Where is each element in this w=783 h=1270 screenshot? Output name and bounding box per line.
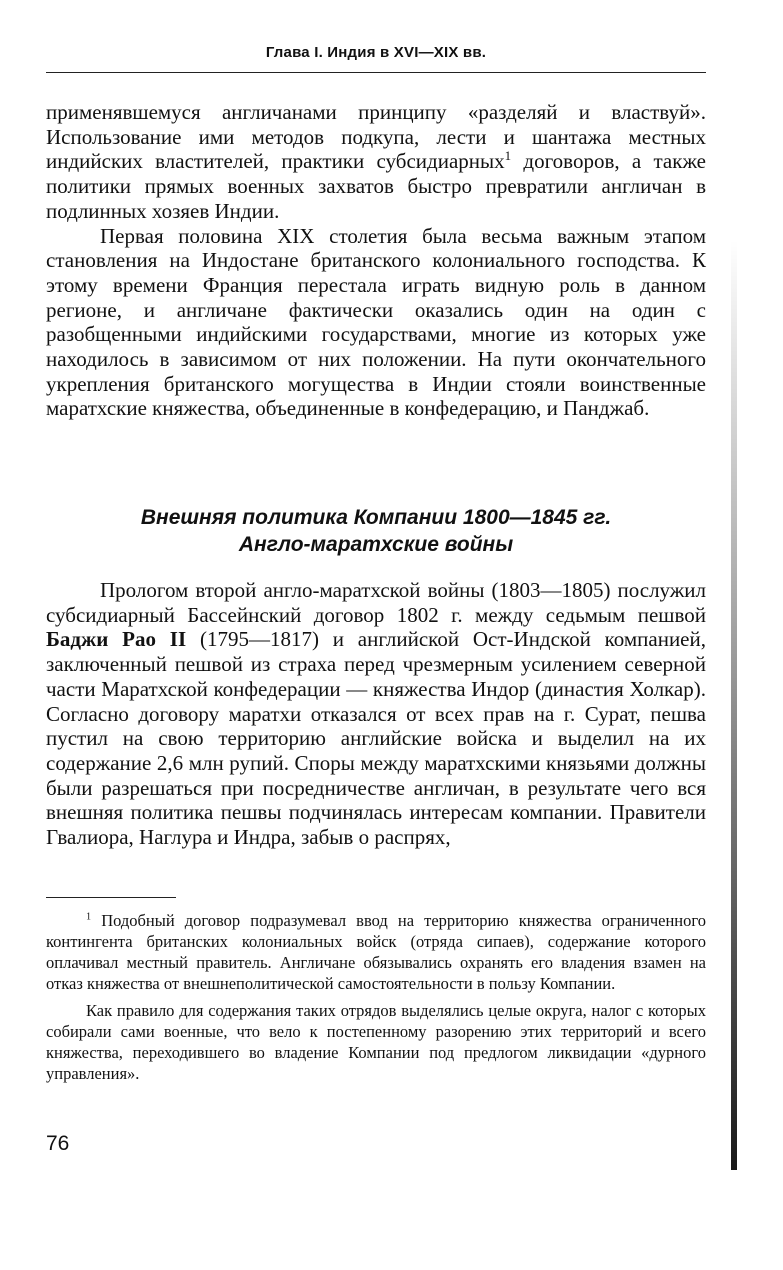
paragraph-1 <box>46 100 706 224</box>
footnote-1 <box>46 910 706 994</box>
footnote-divider <box>46 897 176 898</box>
footnote-marker: 1 <box>86 911 92 923</box>
paragraph-3-text: Прологом второй англо-маратхской войны (1803—1805) послужил субсидиарный Бассейнский договор 1802 г. между седьмым пешвой <box>46 578 706 627</box>
paragraph-2: Первая половина XIX столетия была весьма важным этапом становления на Индостане британского колониального господства. К этому времени Франция перестала играть видную роль в данном регионе, и англичане фактически оказались один на один с разобщенными индийскими государствами, многие из которых уже находилось в зависимом от них положении. На пути окончательного укрепления британского могущества в Индии стояли воинственные маратхские княжества, объединенные в конфедерацию, и Панджаб. <box>46 223 706 421</box>
running-head: Глава I. Индия в XVI—XIX вв. <box>265 44 487 61</box>
paragraph-3 <box>46 578 706 850</box>
paragraph-3-text-cont: (1795—1817) и английской Ост-Индской компанией, заключенный пешвой из страха перед чрезмерным усилением северной части Маратхской конфедерации — княжества Индор (династия Холкар). Согласно договору маратхи отказался от всех прав на г. Сурат, пешва пустил на свою территорию английские войска и выделил на их содержание 2,6 млн рупий. Споры между маратхскими князьями должны были разрешаться при посредничестве англичан, в результате чего вся внешняя политика пешвы подчинялась интересам компании. Правители Гвалиора, Наглура и Индра, забыв о распрях, <box>46 627 706 850</box>
section-heading <box>46 504 706 558</box>
page-number: 76 <box>46 1132 70 1155</box>
footnote-1-continuation: Как правило для содержания таких отрядов выделялись целые округа, налог с которых собирали сами военные, что вело к постепенному разорению этих территорий и всего княжества, переходившего во владение Компании под предлогом ликвидации «дурного управления». <box>46 1001 706 1083</box>
section-heading-line-2: Англо-маратхские войны <box>238 533 514 556</box>
footnotes <box>46 910 706 1084</box>
footnote-1-text: Подобный договор подразумевал ввод на территорию княжества ограниченного контингента британских колониальных войск (отряда сипаев), содержание которого оплачивал местный правитель. Англичане обязывались охранять его владения взамен на отказ княжества от внешнеполитической самостоятельности в пользу Компании. <box>46 911 706 993</box>
header-divider <box>46 72 706 73</box>
text-block-top <box>46 100 706 421</box>
ruler-name: Баджи Рао II <box>46 627 187 652</box>
scan-binding-shadow <box>731 240 737 1170</box>
footnote-reference: 1 <box>504 148 512 164</box>
paragraph-1-text: применявшемуся англичанами принципу «разделяй и властвуй». Использование ими методов подкупа, лести и шантажа местных индийских властителей, практики субсидиарных <box>46 100 706 174</box>
section-heading-line-1: Внешняя политика Компании 1800—1845 гг. <box>140 506 612 529</box>
paragraph-1-text-cont: договоров, а также политики прямых военных захватов быстро превратили англичан в подлинных хозяев Индии. <box>46 149 706 223</box>
text-block-section <box>46 578 706 850</box>
